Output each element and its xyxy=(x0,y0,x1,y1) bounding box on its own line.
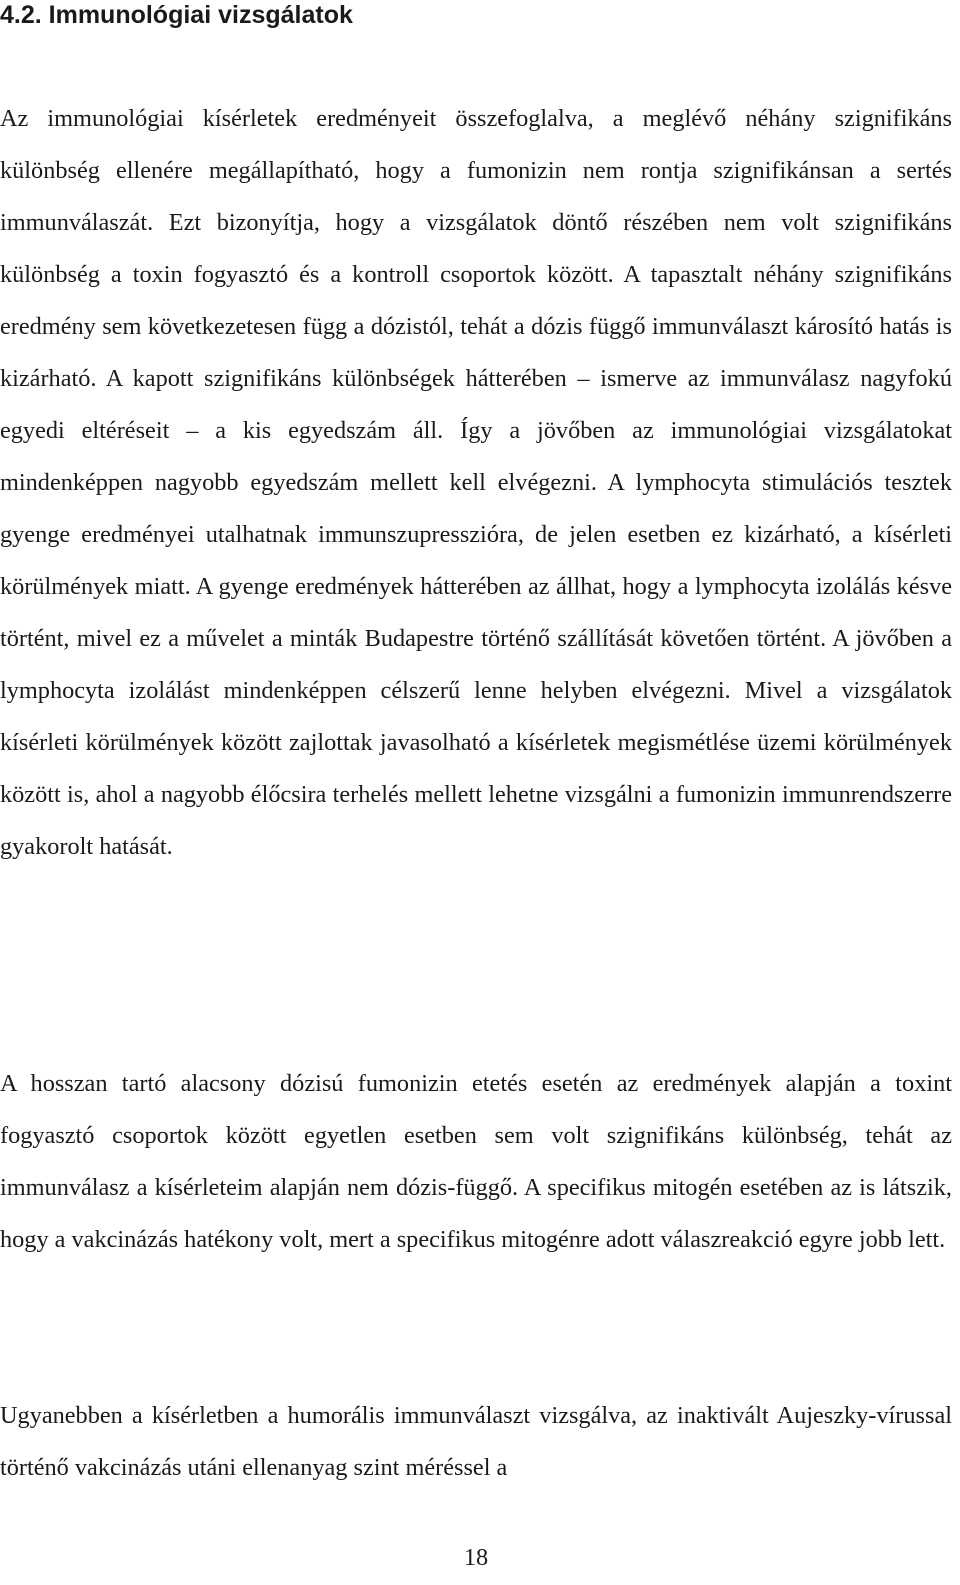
section-heading: 4.2. Immunológiai vizsgálatok xyxy=(0,1,353,29)
page-number: 18 xyxy=(463,1544,489,1571)
paragraph-immunology-summary: Az immunológiai kísérletek eredményeit összefoglalva, a meglévő néhány szignifikáns különbség ellenére megállapítható, hogy a fumonizin nem rontja szignifikánsan a sertés immunválaszát. Ezt bizonyítja, hogy a vizsgálatok döntő részében nem volt szignifikáns különbség a toxin fogyasztó és a kontroll csoportok között. A tapasztalt néhány szignifikáns eredmény sem következetesen függ a dózistól, tehát a dózis függő immunválaszt károsító hatás is kizárható. A kapott szignifikáns különbségek hátterében – ismerve az immunválasz nagyfokú egyedi eltéréseit – a kis egyedszám áll. Így a jövőben az immunológiai vizsgálatokat mindenképpen nagyobb egyedszám mellett kell elvégezni. A lymphocyta stimulációs tesztek gyenge eredményei utalhatnak immunszupresszióra, de jelen esetben ez kizárható, a kísérleti körülmények miatt. A gyenge eredmények hátterében az állhat, hogy a lymphocyta izolálás késve történt, mivel ez a művelet a minták Budapestre történő szállítását követően történt. A jövőben a lymphocyta izolálást mindenképpen célszerű lenne helyben elvégezni. Mivel a vizsgálatok kísérleti körülmények között zajlottak javasolható a kísérletek megismétlése üzemi körülmények között is, ahol a nagyobb élőcsira terhelés mellett lehetne vizsgálni a fumonizin immunrendszerre gyakorolt hatását. xyxy=(0,105,952,860)
paragraph-humoral-response: Ugyanebben a kísérletben a humorális immunválaszt vizsgálva, az inaktivált Aujeszky-vírussal történő vakcinázás utáni ellenanyag szint méréssel a xyxy=(0,1402,952,1481)
paragraph-low-dose-feeding: A hosszan tartó alacsony dózisú fumonizin etetés esetén az eredmények alapján a toxint fogyasztó csoportok között egyetlen esetben sem volt szignifikáns különbség, tehát az immunválasz a kísérleteim alapján nem dózis-függő. A specifikus mitogén esetében az is látszik, hogy a vakcinázás hatékony volt, mert a specifikus mitogénre adott válaszreakció egyre jobb lett. xyxy=(0,1070,952,1253)
